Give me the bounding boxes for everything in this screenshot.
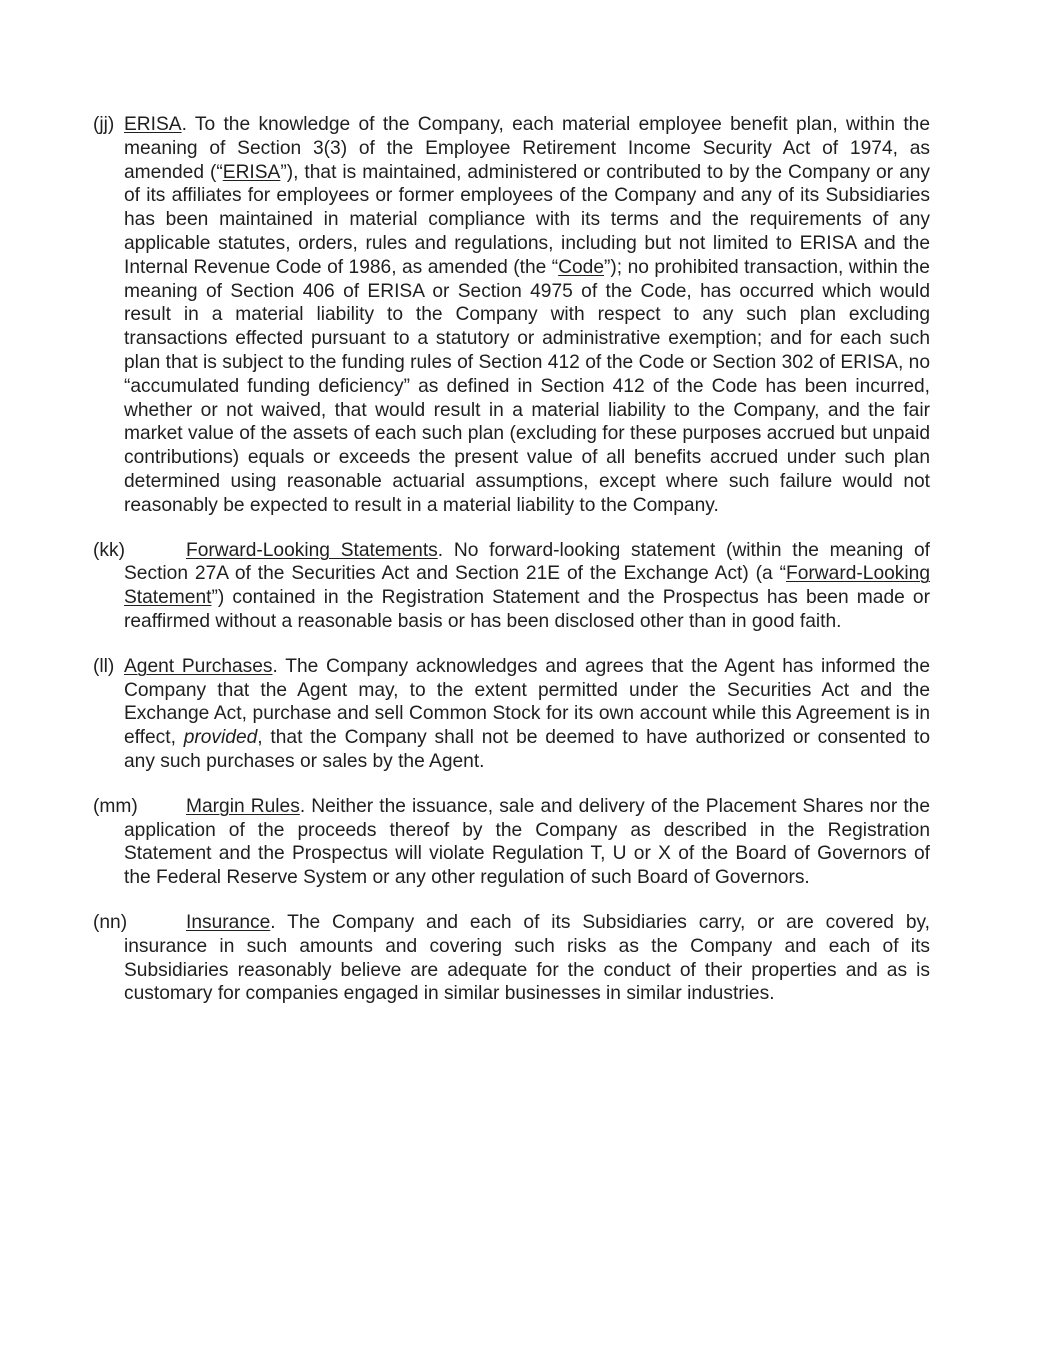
section-text: . To the knowledge of the Company, each material employee benefit plan, within the meaning of Section 3(3) of the Employee Retirement Income Security Act of 1974, as amended (“ xyxy=(124,114,930,183)
section-heading: Margin Rules xyxy=(186,795,300,817)
defined-term: Code xyxy=(558,256,605,278)
section-text: . No forward-looking statement (within the meaning of Section 27A of the Securities Act and Section 21E of the Exchange Act) (a “ xyxy=(124,539,931,585)
section-jj xyxy=(93,113,930,518)
section-text: , that the Company shall not be deemed to have authorized or consented to any such purchases or sales by the Agent. xyxy=(124,727,930,772)
section-text: ”) contained in the Registration Statement and the Prospectus has been made or reaffirmed without a reasonable basis or has been disclosed other than in good faith. xyxy=(124,587,930,632)
defined-term: ERISA xyxy=(222,161,281,183)
section-heading: Agent Purchases xyxy=(124,655,273,677)
section-label: (kk) xyxy=(93,539,125,561)
section-kk xyxy=(93,539,930,634)
document-page xyxy=(93,113,930,1027)
italic-term: provided xyxy=(183,727,258,749)
section-text: . The Company acknowledges and agrees that the Agent has informed the Company that the Agent may, to the extent permitted under the Securities Act and the Exchange Act, purchase and sell Common Stock for its own account while this Agreement is in effect, xyxy=(124,655,930,749)
section-label: (nn) xyxy=(93,911,128,933)
section-heading: Forward-Looking Statements xyxy=(186,539,438,561)
section-text: . Neither the issuance, sale and delivery of the Placement Shares nor the application of the proceeds thereof by the Company as described in the Registration Statement and the Prospectus will violate Regulation T, U or X of the Board of Governors of the Federal Reserve System or any other regulation of such Board of Governors. xyxy=(124,795,930,889)
section-text: ”), that is maintained, administered or contributed to by the Company or any of its affiliates for employees or former employees of the Company and any of its Subsidiaries has been maintained in material compliance with its terms and the requirements of any applicable statutes, orders, rules and regulations, including but not limited to ERISA and the Internal Revenue Code of 1986, as amended (the “ xyxy=(124,161,931,278)
defined-term: Forward-Looking Statement xyxy=(124,563,930,609)
section-ll xyxy=(93,655,930,774)
section-heading: Insurance xyxy=(186,911,271,933)
section-nn xyxy=(93,911,930,1006)
section-label: (ll) xyxy=(93,655,115,677)
section-text: ”); no prohibited transaction, within the meaning of Section 406 of ERISA or Section 4975 of the Code, has occurred which would result in a material liability to the Company with respect to any such plan excluding transactions effected pursuant to a statutory or administrative exemption; and for each such plan that is subject to the funding rules of Section 412 of the Code or Section 302 of ERISA, no “accumulated funding deficiency” as defined in Section 412 of the Code has been incurred, whether or not waived, that would result in a material liability to the Company, and the fair market value of the assets of each such plan (excluding for these purposes accrued but unpaid contributions) equals or exceeds the present value of all benefits accrued under such plan determined using reasonable actuarial assumptions, except where such failure would not reasonably be expected to result in a material liability to the Company. xyxy=(124,256,930,516)
section-text: . The Company and each of its Subsidiaries carry, or are covered by, insurance in such amounts and covering such risks as the Company and each of its Subsidiaries reasonably believe are adequate for the conduct of their properties and as is customary for companies engaged in similar businesses in similar industries. xyxy=(124,911,930,1005)
section-mm xyxy=(93,795,930,890)
section-label: (jj) xyxy=(93,114,115,135)
section-label: (mm) xyxy=(93,795,138,817)
section-heading: ERISA xyxy=(124,114,182,135)
